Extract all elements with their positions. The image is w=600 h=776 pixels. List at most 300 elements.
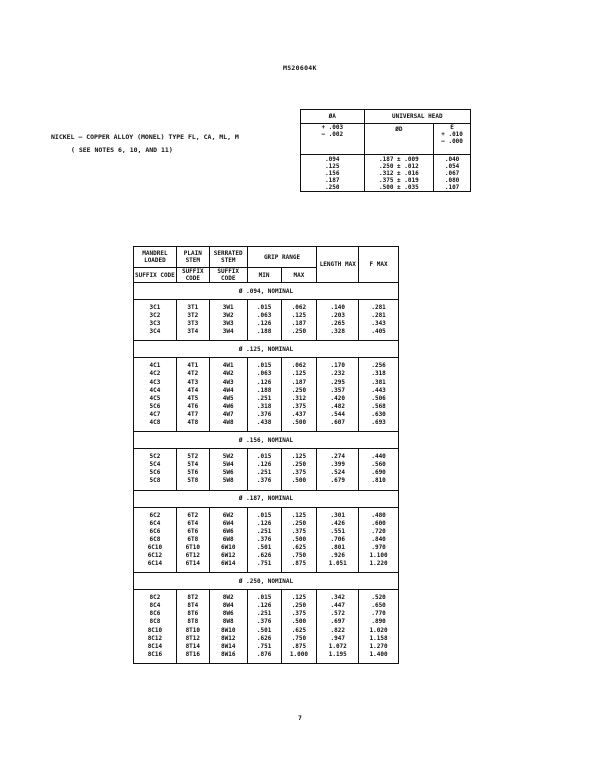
table-cell: 4W7: [222, 410, 234, 418]
table-cell: 3C4: [149, 328, 161, 336]
table-cell: .875: [291, 642, 307, 650]
table-cell: 8T2: [187, 594, 199, 602]
table-cell: 5C4: [149, 461, 161, 469]
table-cell: .376: [256, 477, 272, 485]
table-cell: .375: [291, 469, 307, 477]
table-cell: 4T2: [187, 370, 199, 378]
table-cell: .440: [371, 453, 386, 461]
table-cell: 3T4: [187, 328, 199, 336]
notes-reference: ( SEE NOTES 6, 10, AND 11): [71, 146, 173, 154]
table-cell: .420: [330, 394, 345, 402]
table-cell: 8C8: [149, 618, 161, 626]
table-cell: 8C14: [147, 642, 163, 650]
table-cell: .274: [330, 453, 345, 461]
table-cell: 8W4: [222, 602, 234, 610]
table-cell: .295: [330, 378, 345, 386]
table-cell: 1.051: [328, 560, 347, 568]
table-cell: .500: [291, 618, 307, 626]
table-cell: .447: [330, 602, 345, 610]
table-cell: .690: [371, 469, 386, 477]
header-plain-stem: PLAIN STEM: [176, 247, 209, 268]
table-cell: .376: [256, 410, 272, 418]
table-cell: .650: [371, 602, 386, 610]
table-cell: .501: [256, 626, 272, 634]
rivet-dimension-table: [133, 246, 399, 664]
table-cell: 4W2: [222, 370, 234, 378]
table-cell: 6C14: [147, 560, 163, 568]
table-cell: 3W1: [222, 304, 234, 311]
head-value: .500 ± .035: [379, 184, 419, 191]
table-cell: .751: [256, 642, 272, 650]
table-cell: .822: [330, 626, 345, 634]
table-cell: 5C6: [149, 402, 161, 410]
table-cell: 1.000: [289, 650, 308, 658]
table-cell: .399: [330, 461, 345, 469]
table-cell: .568: [371, 402, 386, 410]
table-cell: 3C2: [149, 312, 161, 320]
col-e-header: E + .010 – .000: [434, 124, 471, 155]
table-cell: .203: [330, 312, 345, 320]
universal-head-table: [300, 109, 471, 192]
table-cell: .125: [291, 594, 307, 602]
table-cell: .625: [291, 626, 307, 634]
column-p: [176, 358, 209, 432]
header-mandrel-loaded: MANDREL LOADED: [134, 247, 177, 268]
table-cell: .126: [256, 378, 272, 386]
group-data-row: [134, 449, 399, 490]
table-cell: 5T2: [187, 453, 199, 461]
table-cell: .524: [330, 469, 345, 477]
column-s: [209, 449, 247, 490]
table-cell: 8T14: [185, 642, 201, 650]
column-f: [359, 300, 399, 341]
table-cell: 4C5: [149, 394, 161, 402]
table-cell: .876: [256, 650, 272, 658]
table-cell: .126: [256, 519, 272, 527]
table-cell: .697: [330, 618, 345, 626]
table-cell: .375: [291, 527, 307, 535]
table-cell: .125: [291, 511, 307, 519]
table-cell: 5T8: [187, 477, 199, 485]
column-s: [209, 590, 247, 664]
header-grip-range: GRIP RANGE: [247, 247, 317, 268]
table-cell: 8W8: [222, 618, 234, 626]
table-cell: 1.020: [369, 626, 388, 634]
table-cell: .062: [291, 362, 307, 370]
head-value: .125: [325, 163, 340, 170]
column-p: [176, 507, 209, 573]
table-cell: .250: [291, 602, 307, 610]
table-cell: .500: [291, 419, 307, 427]
table-cell: 6C2: [149, 511, 161, 519]
table-cell: 5W6: [222, 469, 234, 477]
table-cell: 4W3: [222, 378, 234, 386]
table-cell: 4C7: [149, 410, 161, 418]
table-cell: 4C2: [149, 370, 161, 378]
table-cell: .947: [330, 634, 345, 642]
column-len: [317, 358, 359, 432]
table-cell: 8C10: [147, 626, 163, 634]
table-cell: 6T10: [185, 543, 201, 551]
table-cell: .126: [256, 602, 272, 610]
table-cell: 4C4: [149, 386, 161, 394]
table-cell: .437: [291, 410, 307, 418]
column-s: [209, 358, 247, 432]
table-cell: 6C4: [149, 519, 161, 527]
table-cell: .188: [256, 386, 272, 394]
column-len: [317, 590, 359, 664]
table-cell: 3C3: [149, 320, 161, 328]
table-cell: .500: [291, 477, 307, 485]
column-max: [281, 300, 317, 341]
page-number: 7: [298, 714, 302, 722]
table-cell: 6T12: [185, 551, 201, 559]
column-s: [209, 300, 247, 341]
table-cell: .551: [330, 527, 345, 535]
head-value: .250 ± .012: [379, 163, 419, 170]
table-cell: .015: [256, 362, 272, 370]
table-cell: 6W14: [220, 560, 236, 568]
table-cell: 8T10: [185, 626, 201, 634]
table-cell: .251: [256, 394, 272, 402]
table-cell: .376: [256, 535, 272, 543]
table-cell: .126: [256, 320, 272, 328]
table-cell: 8W14: [220, 642, 236, 650]
table-cell: .520: [371, 594, 386, 602]
table-cell: 1.072: [328, 642, 347, 650]
table-cell: 4W4: [222, 386, 234, 394]
table-cell: .426: [330, 519, 345, 527]
table-cell: 4T5: [187, 394, 199, 402]
table-cell: 4T6: [187, 402, 199, 410]
table-cell: 8W10: [220, 626, 236, 634]
table-cell: .438: [256, 419, 272, 427]
column-max: [281, 358, 317, 432]
column-s: [209, 507, 247, 573]
table-cell: .405: [371, 328, 386, 336]
table-cell: 6W2: [222, 511, 234, 519]
table-cell: .312: [291, 394, 307, 402]
table-cell: .381: [371, 378, 386, 386]
column-m: [134, 590, 177, 664]
column-max: [281, 590, 317, 664]
table-cell: .125: [291, 453, 307, 461]
table-cell: .062: [291, 304, 307, 311]
col-a-header: ØA: [301, 110, 365, 124]
table-cell: .281: [371, 312, 386, 320]
table-cell: .015: [256, 304, 272, 311]
table-cell: 4W6: [222, 402, 234, 410]
table-cell: .250: [291, 461, 307, 469]
table-cell: .801: [330, 543, 345, 551]
table-cell: 3W3: [222, 320, 234, 328]
column-min: [247, 590, 281, 664]
column-f: [359, 507, 399, 573]
table-cell: .015: [256, 453, 272, 461]
document-number: MS20604K: [283, 64, 317, 72]
table-cell: 1.158: [369, 634, 388, 642]
universal-head-header: UNIVERSAL HEAD: [364, 110, 470, 124]
table-cell: .015: [256, 594, 272, 602]
head-value: .107: [444, 184, 460, 191]
table-cell: 3T2: [187, 312, 199, 320]
column-min: [247, 449, 281, 490]
header-grip-min: MIN: [247, 268, 281, 283]
head-value: .187: [325, 177, 340, 184]
table-cell: 8W12: [220, 634, 236, 642]
table-cell: .170: [330, 362, 345, 370]
table-cell: .126: [256, 461, 272, 469]
group-data-row: [134, 358, 399, 432]
table-cell: 3W4: [222, 328, 234, 336]
head-value: .375 ± .019: [379, 177, 419, 184]
table-cell: .443: [371, 386, 386, 394]
tolerance-a: + .003 – .002: [301, 124, 365, 155]
table-cell: .840: [371, 535, 386, 543]
table-cell: 5T6: [187, 469, 199, 477]
table-cell: .140: [330, 304, 345, 311]
table-cell: .187: [291, 320, 307, 328]
table-cell: .376: [256, 618, 272, 626]
table-cell: 6W12: [220, 551, 236, 559]
table-cell: 8W6: [222, 610, 234, 618]
table-cell: .926: [330, 551, 345, 559]
table-cell: .318: [371, 370, 386, 378]
group-data-row: [134, 300, 399, 341]
column-f: [359, 358, 399, 432]
table-cell: .875: [291, 560, 307, 568]
table-cell: 6C12: [147, 551, 163, 559]
table-cell: 8C12: [147, 634, 163, 642]
group-label: Ø .187, NOMINAL: [134, 490, 399, 507]
table-cell: .572: [330, 610, 345, 618]
table-cell: 4T1: [187, 362, 199, 370]
header-suffix-code-plain: SUFFIX CODE: [176, 268, 209, 283]
table-cell: .265: [330, 320, 345, 328]
table-cell: .890: [371, 618, 386, 626]
table-cell: 6T4: [187, 519, 199, 527]
table-cell: 4T7: [187, 410, 199, 418]
column-p: [176, 449, 209, 490]
table-cell: .125: [291, 312, 307, 320]
table-cell: 4T4: [187, 386, 199, 394]
header-suffix-code-mandrel: SUFFIX CODE: [134, 268, 177, 283]
column-p: [176, 590, 209, 664]
table-cell: 4C3: [149, 378, 161, 386]
head-a-values: [301, 155, 365, 192]
table-cell: .560: [371, 461, 386, 469]
head-value: .054: [444, 163, 460, 170]
table-cell: 5W2: [222, 453, 234, 461]
table-cell: 4T3: [187, 378, 199, 386]
head-value: .080: [444, 177, 460, 184]
table-cell: 6C8: [149, 535, 161, 543]
table-cell: .125: [291, 370, 307, 378]
group-header-row: [134, 341, 399, 358]
table-cell: .251: [256, 527, 272, 535]
table-cell: 5C2: [149, 453, 161, 461]
table-cell: 6W4: [222, 519, 234, 527]
material-title: NICKEL – COPPER ALLOY (MONEL) TYPE FL, CA, ML, M: [51, 133, 239, 141]
table-cell: 4W8: [222, 419, 234, 427]
table-cell: .328: [330, 328, 345, 336]
head-value: .156: [325, 170, 340, 177]
table-cell: .630: [371, 410, 386, 418]
table-cell: 8T4: [187, 602, 199, 610]
column-max: [281, 507, 317, 573]
table-cell: 1.100: [369, 551, 388, 559]
table-cell: 8C6: [149, 610, 161, 618]
table-cell: .626: [256, 634, 272, 642]
table-cell: 5W4: [222, 461, 234, 469]
group-header-row: [134, 432, 399, 449]
head-value: .250: [325, 184, 340, 191]
table-cell: .343: [371, 320, 386, 328]
table-cell: .188: [256, 328, 272, 336]
table-cell: .301: [330, 511, 345, 519]
head-value: .040: [444, 156, 460, 163]
table-cell: .626: [256, 551, 272, 559]
table-cell: 5C8: [149, 477, 161, 485]
table-cell: 8T6: [187, 610, 199, 618]
table-cell: 8C2: [149, 594, 161, 602]
table-cell: .970: [371, 543, 386, 551]
head-e-values: [434, 155, 471, 192]
head-value: .094: [325, 156, 340, 163]
header-f-max: F MAX: [359, 247, 399, 283]
header-grip-max: MAX: [281, 268, 317, 283]
table-cell: 6W6: [222, 527, 234, 535]
table-cell: .607: [330, 419, 345, 427]
table-cell: .256: [371, 362, 386, 370]
column-m: [134, 449, 177, 490]
column-m: [134, 358, 177, 432]
table-cell: .480: [371, 511, 386, 519]
table-cell: .250: [291, 328, 307, 336]
table-cell: 8W16: [220, 650, 236, 658]
table-cell: .015: [256, 511, 272, 519]
table-cell: .770: [371, 610, 386, 618]
table-cell: .544: [330, 410, 345, 418]
table-cell: .501: [256, 543, 272, 551]
table-cell: .063: [256, 312, 272, 320]
table-cell: 5C6: [149, 469, 161, 477]
table-cell: 5T4: [187, 461, 199, 469]
table-cell: 8W2: [222, 594, 234, 602]
table-cell: .318: [256, 402, 272, 410]
head-d-values: [364, 155, 434, 192]
header-suffix-code-serrated: SUFFIX CODE: [209, 268, 247, 283]
table-cell: 6T2: [187, 511, 199, 519]
table-cell: 1.220: [369, 560, 388, 568]
table-cell: .342: [330, 594, 345, 602]
table-cell: .357: [330, 386, 345, 394]
column-max: [281, 449, 317, 490]
table-cell: .500: [291, 535, 307, 543]
table-cell: 8T8: [187, 618, 199, 626]
column-len: [317, 449, 359, 490]
column-f: [359, 590, 399, 664]
column-len: [317, 300, 359, 341]
column-f: [359, 449, 399, 490]
table-cell: .693: [371, 419, 386, 427]
table-cell: .063: [256, 370, 272, 378]
column-min: [247, 507, 281, 573]
table-cell: .482: [330, 402, 345, 410]
column-p: [176, 300, 209, 341]
group-data-row: [134, 507, 399, 573]
col-d-header: ØD: [364, 124, 434, 155]
column-m: [134, 507, 177, 573]
table-cell: 6W10: [220, 543, 236, 551]
group-label: Ø .094, NOMINAL: [134, 283, 399, 300]
table-cell: 4W1: [222, 362, 234, 370]
header-length-max: LENGTH MAX: [317, 247, 359, 283]
table-cell: .250: [291, 386, 307, 394]
group-header-row: [134, 283, 399, 300]
table-cell: .751: [256, 560, 272, 568]
table-cell: .251: [256, 469, 272, 477]
table-cell: .625: [291, 543, 307, 551]
column-min: [247, 358, 281, 432]
group-label: Ø .156, NOMINAL: [134, 432, 399, 449]
column-min: [247, 300, 281, 341]
column-m: [134, 300, 177, 341]
table-cell: .810: [371, 477, 386, 485]
table-cell: .375: [291, 610, 307, 618]
table-cell: 3T3: [187, 320, 199, 328]
table-cell: 1.195: [328, 650, 347, 658]
table-cell: 8C4: [149, 602, 161, 610]
table-cell: 8T12: [185, 634, 201, 642]
head-value: .312 ± .016: [379, 170, 419, 177]
table-cell: 6T6: [187, 527, 199, 535]
table-cell: 6T8: [187, 535, 199, 543]
table-cell: 6T14: [185, 560, 201, 568]
group-header-row: [134, 490, 399, 507]
table-cell: 4W5: [222, 394, 234, 402]
header-serrated-stem: SERRATED STEM: [209, 247, 247, 268]
group-label: Ø .125, NOMINAL: [134, 341, 399, 358]
table-cell: .679: [330, 477, 345, 485]
table-cell: 1.270: [369, 642, 388, 650]
table-cell: .187: [291, 378, 307, 386]
table-cell: 5W8: [222, 477, 234, 485]
table-cell: .706: [330, 535, 345, 543]
table-cell: .251: [256, 610, 272, 618]
table-cell: 6C6: [149, 527, 161, 535]
table-cell: 4C1: [149, 362, 161, 370]
table-cell: 3W2: [222, 312, 234, 320]
group-data-row: [134, 590, 399, 664]
table-cell: 8T16: [185, 650, 201, 658]
table-cell: .506: [371, 394, 386, 402]
table-cell: 8C16: [147, 650, 163, 658]
table-cell: 3T1: [187, 304, 199, 311]
table-cell: 3C1: [149, 304, 161, 311]
column-len: [317, 507, 359, 573]
table-cell: .750: [291, 551, 307, 559]
table-cell: .600: [371, 519, 386, 527]
table-cell: 6C10: [147, 543, 163, 551]
table-cell: 6W8: [222, 535, 234, 543]
group-header-row: [134, 573, 399, 590]
group-label: Ø .250, NOMINAL: [134, 573, 399, 590]
head-value: .067: [444, 170, 460, 177]
table-cell: .720: [371, 527, 386, 535]
table-cell: 4C8: [149, 419, 161, 427]
table-cell: .250: [291, 519, 307, 527]
